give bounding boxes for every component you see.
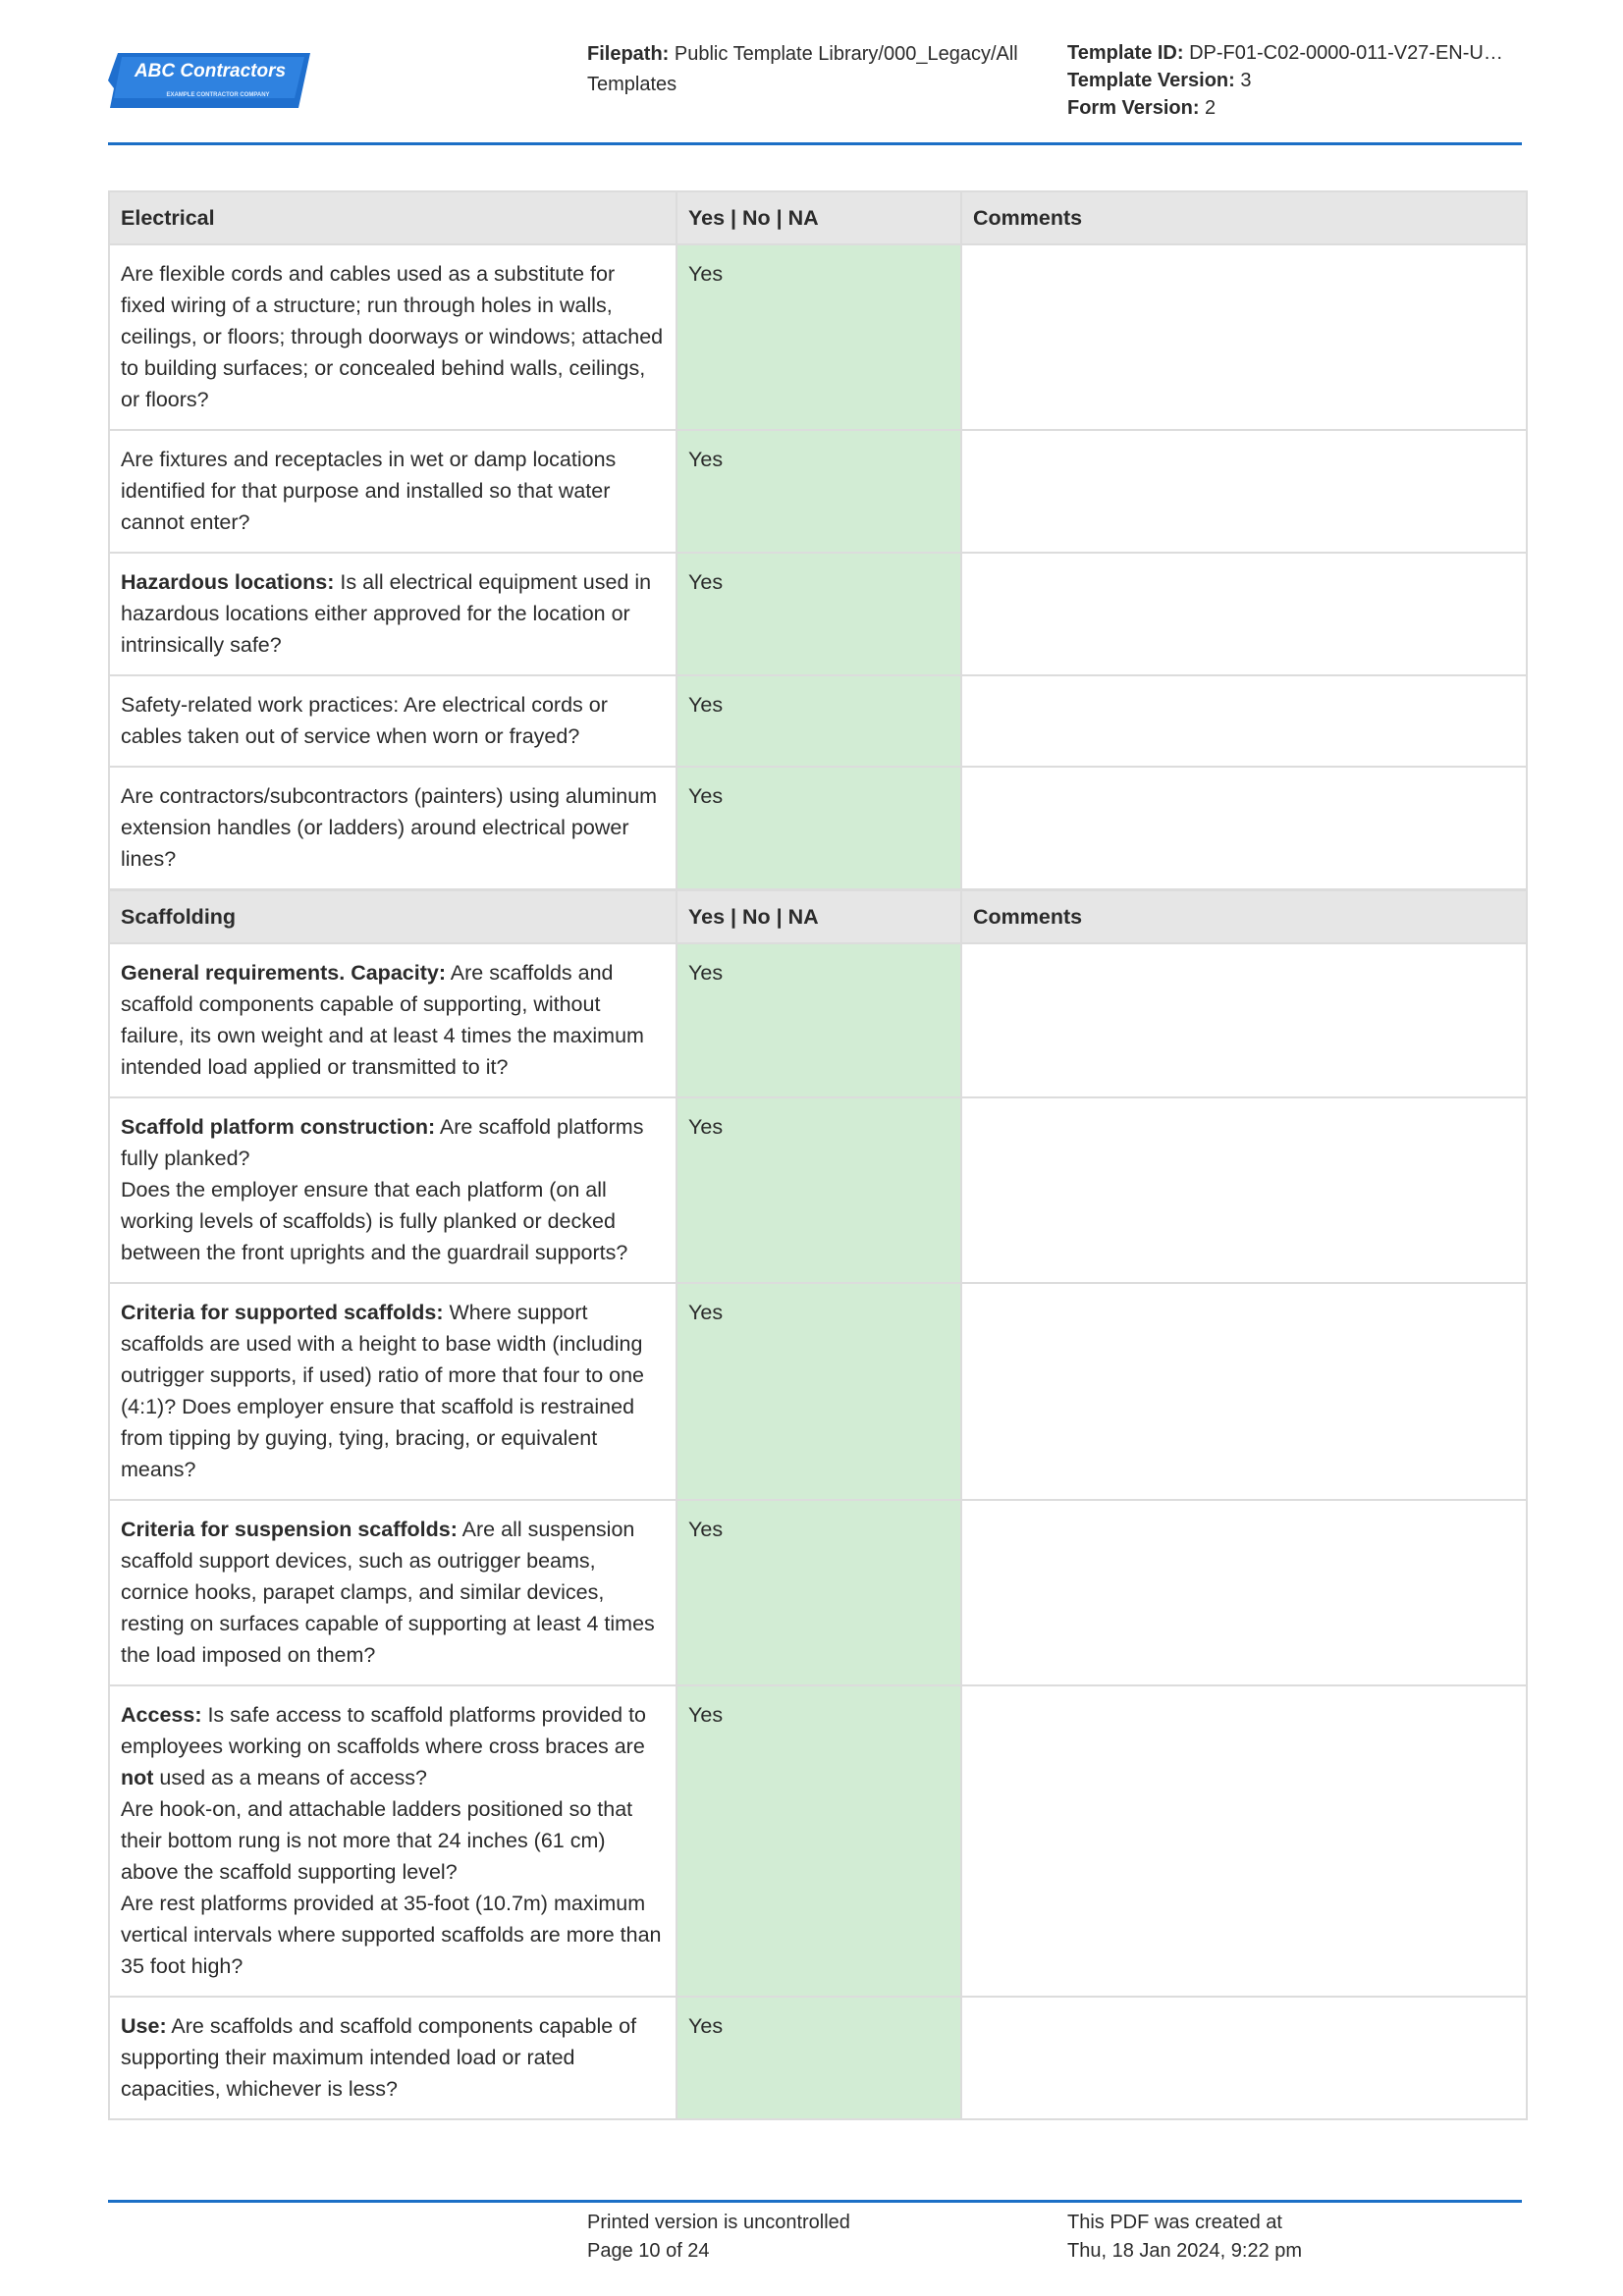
page-number: Page 10 of 24 xyxy=(587,2240,710,2262)
question-text-cont: used as a means of access? xyxy=(153,1766,427,1789)
answer-cell[interactable]: Yes xyxy=(676,675,961,767)
table-row xyxy=(109,430,1527,553)
answer-cell[interactable]: Yes xyxy=(676,943,961,1097)
question-text: Are scaffold platforms fully planked? xyxy=(121,1115,644,1170)
comment-cell[interactable] xyxy=(961,553,1527,675)
company-logo xyxy=(108,53,314,112)
question-emphasis: not xyxy=(121,1766,154,1789)
question-text: Are fixtures and receptacles in wet or damp locations identified for that purpose and installed so that water cannot enter? xyxy=(121,448,617,534)
comment-cell[interactable] xyxy=(961,1097,1527,1283)
created-timestamp: Thu, 18 Jan 2024, 9:22 pm xyxy=(1067,2240,1303,2262)
comment-cell[interactable] xyxy=(961,1997,1527,2119)
question-cell xyxy=(109,1500,676,1685)
question-cell xyxy=(109,244,676,430)
form-version-value: 2 xyxy=(1205,97,1217,119)
template-version-label: Template Version: xyxy=(1067,70,1235,91)
section-title: Electrical xyxy=(109,191,676,244)
question-text: Where support scaffolds are used with a height to base width (including outrigger supports, if used) ratio of more that four to one (4:1)? Does employer ensure that scaffold is restrained from tipping by guying, tying, bracing, or equivalent means? xyxy=(121,1301,645,1481)
column-header-comments: Comments xyxy=(961,890,1527,943)
answer-cell[interactable]: Yes xyxy=(676,1997,961,2119)
question-text: Are scaffolds and scaffold components capable of supporting their maximum intended load or rated capacities, whichever is less? xyxy=(121,2014,637,2101)
comment-cell[interactable] xyxy=(961,1685,1527,1997)
question-bold: Criteria for supported scaffolds: xyxy=(121,1301,444,1324)
comment-cell[interactable] xyxy=(961,1500,1527,1685)
comment-cell[interactable] xyxy=(961,943,1527,1097)
uncontrolled-notice: Printed version is uncontrolled xyxy=(587,2212,850,2233)
scaffolding-table xyxy=(108,889,1528,2120)
answer-cell[interactable]: Yes xyxy=(676,1283,961,1500)
table-row xyxy=(109,767,1527,889)
question-bold: Scaffold platform construction: xyxy=(121,1115,436,1139)
question-text-2: Are hook-on, and attachable ladders positioned so that their bottom rung is not more that 24 inches (61 cm) above the scaffold supporting level? xyxy=(121,1797,633,1884)
question-text: Are contractors/subcontractors (painters) using aluminum extension handles (or ladders) around electrical power lines? xyxy=(121,784,658,871)
footer-divider xyxy=(108,2200,1522,2203)
created-label: This PDF was created at xyxy=(1067,2212,1282,2233)
header-divider xyxy=(108,142,1522,145)
question-text: Are flexible cords and cables used as a substitute for fixed wiring of a structure; run through holes in walls, ceilings, or floors; through doorways or windows; attached to building surfaces; or concealed behind walls, ceilings, or floors? xyxy=(121,262,664,411)
question-cell xyxy=(109,1283,676,1500)
comment-cell[interactable] xyxy=(961,430,1527,553)
question-text-2: Does the employer ensure that each platform (on all working levels of scaffolds) is fully planked or decked between the front uprights and the guardrail supports? xyxy=(121,1178,628,1264)
question-bold: Use: xyxy=(121,2014,167,2038)
question-text: Is all electrical equipment used in hazardous locations either approved for the location or intrinsically safe? xyxy=(121,570,652,657)
question-bold: General requirements. Capacity: xyxy=(121,961,446,985)
form-version-label: Form Version: xyxy=(1067,97,1200,119)
answer-cell[interactable]: Yes xyxy=(676,1685,961,1997)
column-header-answer: Yes | No | NA xyxy=(676,890,961,943)
answer-cell[interactable]: Yes xyxy=(676,430,961,553)
answer-cell[interactable]: Yes xyxy=(676,1500,961,1685)
question-cell xyxy=(109,1997,676,2119)
template-id-label: Template ID: xyxy=(1067,42,1184,64)
svg-text:EXAMPLE CONTRACTOR COMPANY: EXAMPLE CONTRACTOR COMPANY xyxy=(166,92,270,98)
comment-cell[interactable] xyxy=(961,1283,1527,1500)
section-title: Scaffolding xyxy=(109,890,676,943)
question-cell xyxy=(109,675,676,767)
question-cell xyxy=(109,943,676,1097)
answer-cell[interactable]: Yes xyxy=(676,767,961,889)
table-row xyxy=(109,1997,1527,2119)
comment-cell[interactable] xyxy=(961,675,1527,767)
footer-left xyxy=(587,2209,850,2266)
filepath-value: Public Template Library/000_Legacy/All Templates xyxy=(587,43,1018,95)
table-row xyxy=(109,244,1527,430)
template-id-value: DP-F01-C02-0000-011-V27-EN-U… xyxy=(1189,42,1503,64)
question-cell xyxy=(109,767,676,889)
template-version-value: 3 xyxy=(1240,70,1252,91)
template-meta xyxy=(1067,39,1529,122)
table-header-row xyxy=(109,890,1527,943)
table-row xyxy=(109,1097,1527,1283)
comment-cell[interactable] xyxy=(961,244,1527,430)
answer-cell[interactable]: Yes xyxy=(676,1097,961,1283)
table-row xyxy=(109,553,1527,675)
question-cell xyxy=(109,553,676,675)
question-bold: Criteria for suspension scaffolds: xyxy=(121,1518,458,1541)
page-header xyxy=(108,39,1522,143)
question-cell xyxy=(109,1685,676,1997)
table-header-row xyxy=(109,191,1527,244)
svg-text:ABC Contractors: ABC Contractors xyxy=(134,61,287,81)
table-row xyxy=(109,943,1527,1097)
footer-right xyxy=(1067,2209,1302,2266)
question-text: Are scaffolds and scaffold components capable of supporting, without failure, its own weight and at least 4 times the maximum intended load applied or transmitted to it? xyxy=(121,961,644,1079)
column-header-comments: Comments xyxy=(961,191,1527,244)
question-text: Safety-related work practices: Are electrical cords or cables taken out of service when worn or frayed? xyxy=(121,693,608,748)
table-row xyxy=(109,1685,1527,1997)
question-text: Are all suspension scaffold support devices, such as outrigger beams, cornice hooks, parapet clamps, and similar devices, resting on surfaces capable of supporting at least 4 times the load imposed on them? xyxy=(121,1518,655,1667)
answer-cell[interactable]: Yes xyxy=(676,244,961,430)
comment-cell[interactable] xyxy=(961,767,1527,889)
question-bold: Access: xyxy=(121,1703,202,1727)
question-text: Is safe access to scaffold platforms provided to employees working on scaffolds where cross braces are xyxy=(121,1703,647,1758)
electrical-table xyxy=(108,190,1528,890)
filepath xyxy=(587,39,1049,100)
question-text-3: Are rest platforms provided at 35-foot (10.7m) maximum vertical intervals where supported scaffolds are more than 35 foot high? xyxy=(121,1892,662,1978)
answer-cell[interactable]: Yes xyxy=(676,553,961,675)
question-bold: Hazardous locations: xyxy=(121,570,335,594)
question-cell xyxy=(109,430,676,553)
question-cell xyxy=(109,1097,676,1283)
filepath-label: Filepath: xyxy=(587,43,670,65)
column-header-answer: Yes | No | NA xyxy=(676,191,961,244)
table-row xyxy=(109,1283,1527,1500)
table-row xyxy=(109,675,1527,767)
table-row xyxy=(109,1500,1527,1685)
